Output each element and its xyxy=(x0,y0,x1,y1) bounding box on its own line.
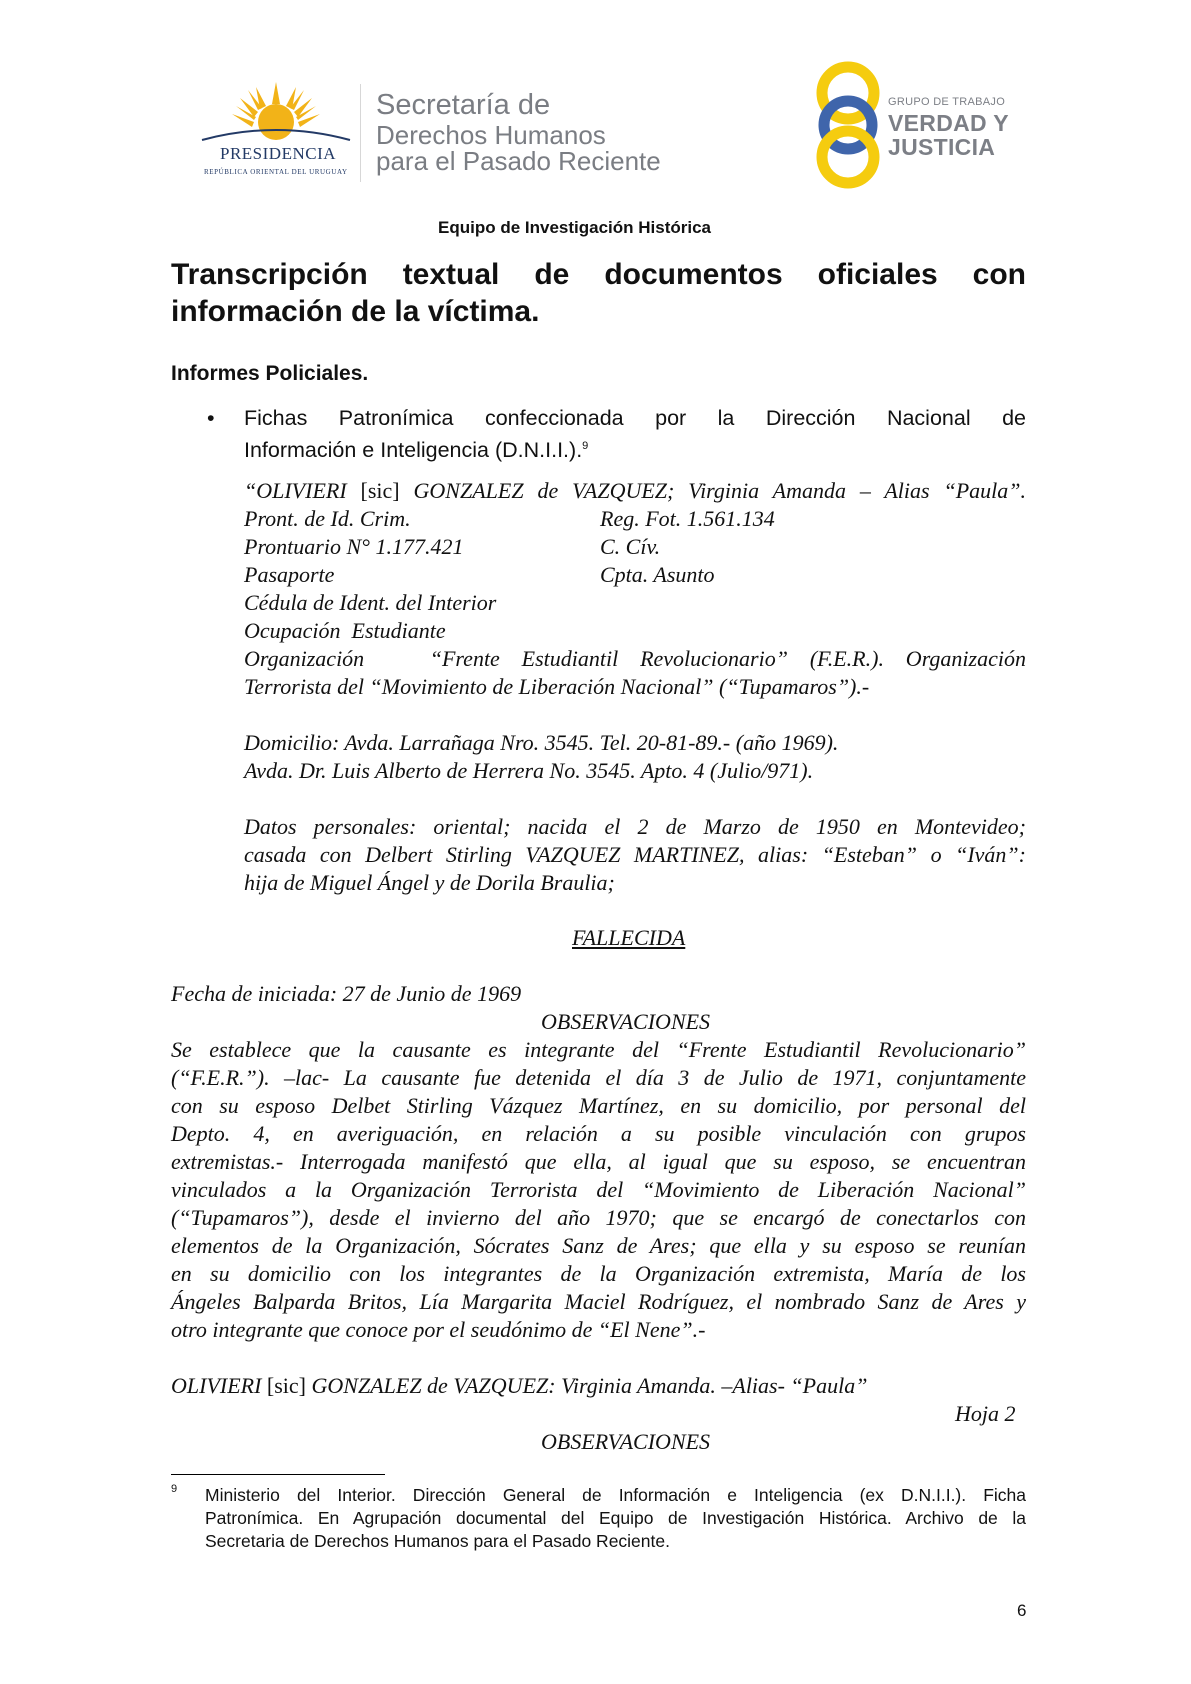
footnote-number: 9 xyxy=(171,1483,178,1495)
presidencia-subtitle: REPÚBLICA ORIENTAL DEL URUGUAY xyxy=(204,168,348,176)
footnote-ref: 9 xyxy=(582,440,589,452)
closing-name-line xyxy=(171,1372,867,1400)
team-heading: Equipo de Investigación Histórica xyxy=(438,218,711,237)
obs-line-6: (“Tupamaros”), desde el invierno del año 1970; que se encargó de conectarlos con xyxy=(171,1205,1026,1230)
obs-line-0: Se establece que la causante es integrante del “Frente Estudiantil Revolucionario” xyxy=(171,1037,1026,1062)
gtv-line-3: JUSTICIA xyxy=(888,134,996,160)
footnote-line-2: Patronímica. En Agrupación documental del Equipo de Investigación Histórica. Archivo de la xyxy=(205,1508,1026,1528)
secretaria-line-1: Secretaría de xyxy=(376,89,551,121)
obs-line-8: en su domicilio con los integrantes de la Organización extremista, María de los xyxy=(171,1261,1026,1286)
ficha-org-line-1: Organización “Frente Estudiantil Revolucionario” (F.E.R.). Organización xyxy=(244,646,1026,671)
ficha-left-1: Prontuario N° 1.177.421 xyxy=(244,534,464,559)
fecha-iniciada: Fecha de iniciada: 27 de Junio de 1969 xyxy=(171,981,522,1006)
hoja-label: Hoja 2 xyxy=(955,1401,1016,1426)
ficha-left-0: Pront. de Id. Crim. xyxy=(244,506,411,531)
ficha-org-line-2: Terrorista del “Movimiento de Liberación Nacional” (“Tupamaros”).- xyxy=(244,674,870,699)
bullet-line-2 xyxy=(244,432,588,464)
obs-line-3: Depto. 4, en averiguación, en relación a su posible vinculación con grupos xyxy=(171,1121,1026,1146)
ficha-domicilio-1: Domicilio: Avda. Larrañaga Nro. 3545. Tel. 20-81-89.- (año 1969). xyxy=(244,730,839,755)
ficha-domicilio-2: Avda. Dr. Luis Alberto de Herrera No. 3545. Apto. 4 (Julio/971). xyxy=(244,758,814,783)
ficha-datos-2: casada con Delbert Stirling VAZQUEZ MARTINEZ, alias: “Esteban” o “Iván”: xyxy=(244,842,1026,867)
ficha-right-0: Reg. Fot. 1.561.134 xyxy=(600,506,775,531)
header-divider xyxy=(360,84,361,182)
ficha-right-2: Cpta. Asunto xyxy=(600,562,715,587)
obs-line-9: Ángeles Balparda Britos, Lía Margarita Maciel Rodríguez, el nombrado Sanz de Ares y xyxy=(171,1289,1026,1314)
obs-line-5: vinculados a la Organización Terrorista del “Movimiento de Liberación Nacional” xyxy=(171,1177,1026,1202)
secretaria-line-2: Derechos Humanos xyxy=(376,120,606,150)
ficha-datos-1: Datos personales: oriental; nacida el 2 de Marzo de 1950 en Montevideo; xyxy=(244,814,1026,839)
closing-observaciones-heading: OBSERVACIONES xyxy=(541,1429,711,1454)
obs-line-10: otro integrante que conoce por el seudónimo de “El Nene”.- xyxy=(171,1317,706,1342)
ficha-left-2: Pasaporte xyxy=(244,562,335,587)
gtv-line-2: VERDAD Y xyxy=(888,110,1009,136)
closing-name-a: OLIVIERI xyxy=(171,1373,267,1398)
page-number: 6 xyxy=(1017,1601,1027,1620)
obs-line-1: (“F.E.R.”). –lac- La causante fue detenida el día 3 de Julio de 1971, conjuntamente xyxy=(171,1065,1026,1090)
footnote-rule xyxy=(171,1474,385,1475)
fallecida-label: FALLECIDA xyxy=(572,925,686,950)
gtv-rings-logo-icon xyxy=(815,60,881,190)
ficha-right-1: C. Cív. xyxy=(600,534,661,559)
closing-sic: [sic] xyxy=(266,1373,307,1398)
presidencia-label: PRESIDENCIA xyxy=(220,144,337,163)
ficha-left-3: Cédula de Ident. del Interior xyxy=(244,590,497,615)
gtv-line-1: GRUPO DE TRABAJO xyxy=(888,96,1006,108)
footnote-line-3: Secretaria de Derechos Humanos para el Pasado Reciente. xyxy=(205,1531,670,1551)
ficha-left-4: Ocupación Estudiante xyxy=(244,618,446,643)
secretaria-line-3: para el Pasado Reciente xyxy=(376,146,661,176)
sun-emblem-icon xyxy=(196,82,356,146)
obs-line-7: elementos de la Organización, Sócrates Sanz de Ares; que ella y su esposo se reunían xyxy=(171,1233,1026,1258)
page-title-line-1: Transcripción textual de documentos oficiales con xyxy=(171,258,1026,291)
ficha-datos-3: hija de Miguel Ángel y de Dorila Braulia; xyxy=(244,870,615,895)
ficha-sic: [sic] xyxy=(360,478,400,503)
page-title-line-2: información de la víctima. xyxy=(171,295,540,328)
ficha-name-line xyxy=(244,477,1026,505)
presidencia-logo xyxy=(196,82,356,182)
observaciones-heading: OBSERVACIONES xyxy=(541,1009,711,1034)
ficha-name-b: GONZALEZ de VAZQUEZ; Virginia Amanda – Alias “Paula”. xyxy=(399,478,1026,503)
bullet-line-2-text: Información e Inteligencia (D.N.I.I.). xyxy=(244,438,583,463)
section-heading: Informes Policiales. xyxy=(171,362,369,385)
bullet-symbol: • xyxy=(207,406,215,430)
ficha-name-a: “OLIVIERI xyxy=(244,478,361,503)
obs-line-2: con su esposo Delbet Stirling Vázquez Martínez, en su domicilio, por personal del xyxy=(171,1093,1026,1118)
closing-name-b: GONZALEZ de VAZQUEZ: Virginia Amanda. –Alias- “Paula” xyxy=(306,1373,868,1398)
obs-line-4: extremistas.- Interrogada manifestó que ella, al igual que su esposo, se encuentran xyxy=(171,1149,1026,1174)
bullet-line-1: Fichas Patronímica confeccionada por la Dirección Nacional de xyxy=(244,406,1026,430)
footnote-line-1: Ministerio del Interior. Dirección General de Información e Inteligencia (ex D.N.I.I.). Ficha xyxy=(205,1485,1026,1505)
